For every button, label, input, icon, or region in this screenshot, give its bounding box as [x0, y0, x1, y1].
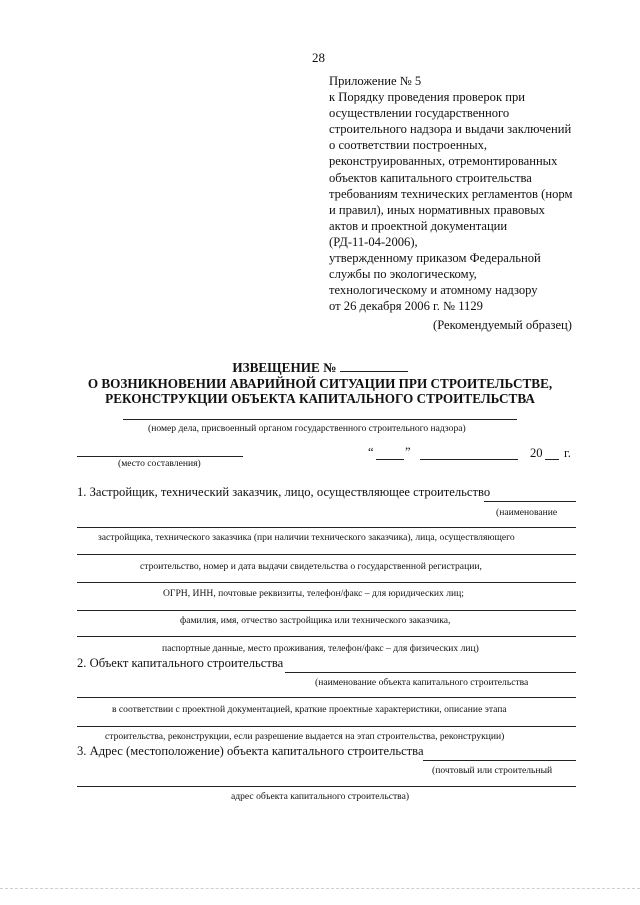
developer-field[interactable]: [77, 610, 576, 611]
section3-label: 3. Адрес (местоположение) объекта капитального строительства: [77, 744, 424, 758]
place-caption: (место составления): [118, 458, 201, 469]
date-month-field[interactable]: [420, 459, 518, 460]
date-day-field[interactable]: [376, 459, 404, 460]
date-quote-close: ”: [405, 445, 411, 459]
construction-object-field[interactable]: [77, 726, 576, 727]
appendix-line: и правил), иных нормативных правовых: [329, 202, 545, 217]
appendix-line: строительного надзора и выдачи заключений: [329, 122, 572, 137]
appendix-line: Приложение № 5: [329, 74, 422, 88]
section1-caption: (наименование: [496, 507, 558, 518]
appendix-line: (РД-11-04-2006),: [329, 234, 418, 249]
appendix-line: к Порядку проведения проверок при: [329, 90, 526, 105]
section3-caption: (почтовый или строительный: [432, 765, 553, 776]
appendix-line: осуществлении государственного: [329, 106, 510, 121]
section1-caption: ОГРН, ИНН, почтовые реквизиты, телефон/факс – для юридических лиц;: [163, 588, 464, 599]
appendix-line: реконструированных, отремонтированных: [329, 154, 558, 169]
section2-label: 2. Объект капитального строительства: [77, 656, 284, 670]
appendix-line: службы по экологическому,: [329, 267, 477, 282]
appendix-line: технологическому и атомному надзору: [329, 283, 538, 298]
scan-artifact: [0, 888, 640, 889]
notice-number-field[interactable]: [340, 371, 408, 372]
section1-caption: паспортные данные, место проживания, телефон/факс – для физических лиц): [162, 643, 479, 654]
appendix-line: требованиям технических регламентов (норм: [329, 186, 573, 201]
address-field[interactable]: [423, 760, 576, 761]
date-quote-open: “: [368, 445, 374, 459]
place-field[interactable]: [77, 456, 243, 457]
section2-caption: в соответствии с проектной документацией, краткие проектные характеристики, описание этапа: [112, 704, 507, 715]
date-year-prefix: 20: [530, 446, 543, 460]
notice-subtitle-line1: О ВОЗНИКНОВЕНИИ АВАРИЙНОЙ СИТУАЦИИ ПРИ СТРОИТЕЛЬСТВЕ,: [87, 376, 553, 391]
developer-field[interactable]: [77, 582, 576, 583]
section1-label: 1. Застройщик, технический заказчик, лицо, осуществляющее строительство: [77, 485, 491, 499]
appendix-line: о соответствии построенных,: [329, 138, 488, 153]
developer-field[interactable]: [77, 636, 576, 637]
page-number: 28: [312, 50, 325, 65]
appendix-block: [329, 73, 572, 314]
construction-object-field[interactable]: [77, 697, 576, 698]
recommended-sample-label: (Рекомендуемый образец): [433, 318, 572, 332]
appendix-line: объектов капитального строительства: [329, 170, 532, 185]
construction-object-field[interactable]: [285, 672, 576, 673]
section3-caption: адрес объекта капитального строительства): [231, 791, 410, 802]
section1-caption: фамилия, имя, отчество застройщика или технического заказчика,: [180, 615, 451, 626]
appendix-line: актов и проектной документации: [329, 218, 508, 233]
appendix-line: от 26 декабря 2006 г. № 1129: [329, 299, 483, 314]
date-year-suffix: г.: [564, 446, 571, 460]
date-year-field[interactable]: [545, 459, 559, 460]
notice-subtitle-line2: РЕКОНСТРУКЦИИ ОБЪЕКТА КАПИТАЛЬНОГО СТРОИТЕЛЬСТВА: [105, 391, 535, 406]
developer-field[interactable]: [484, 501, 576, 502]
case-number-field[interactable]: [123, 419, 517, 420]
section2-caption: строительства, реконструкции, если разрешение выдается на этап строительства, реконструкции): [105, 731, 505, 742]
case-number-caption: (номер дела, присвоенный органом государственного строительного надзора): [148, 423, 466, 434]
appendix-line: утвержденному приказом Федеральной: [329, 251, 541, 266]
section1-caption: строительство, номер и дата выдачи свидетельства о государственной регистрации,: [140, 561, 482, 572]
section2-caption: (наименование объекта капитального строительства: [315, 677, 529, 688]
address-field[interactable]: [77, 786, 576, 787]
notice-title-text: ИЗВЕЩЕНИЕ №: [232, 360, 337, 375]
developer-field[interactable]: [77, 554, 576, 555]
section1-caption: застройщика, технического заказчика (при наличии технического заказчика), лица, осуществляющего: [98, 532, 515, 543]
notice-title: [0, 360, 640, 376]
developer-field[interactable]: [77, 527, 576, 528]
